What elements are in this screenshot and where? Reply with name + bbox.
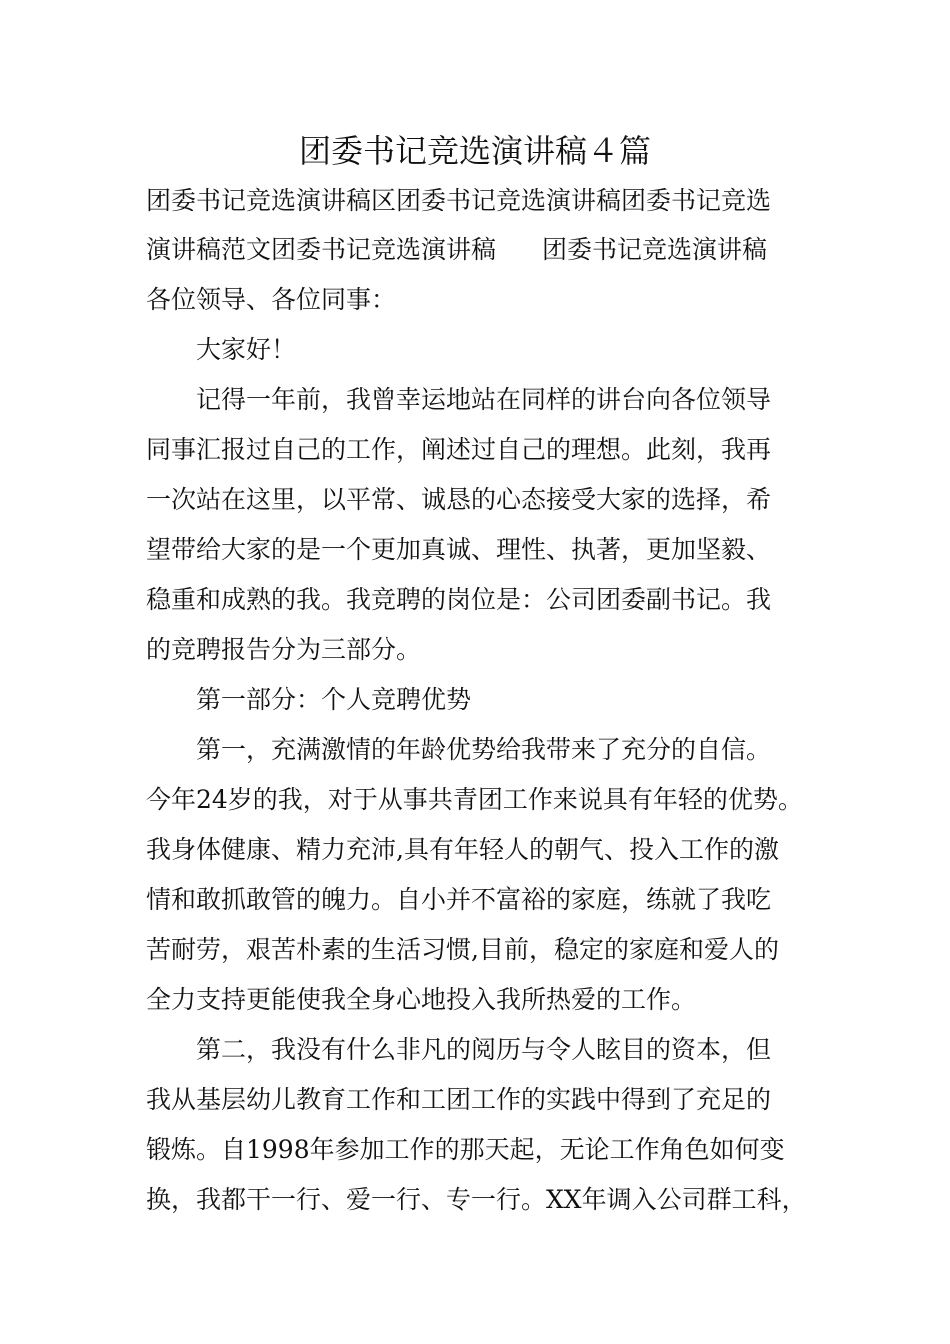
paragraph-line: 我从基层幼儿教育工作和工团工作的实践中得到了充足的 [146, 1085, 772, 1114]
paragraph-line: 第一，充满激情的年龄优势给我带来了充分的自信。 [196, 735, 772, 764]
paragraph-line: 同事汇报过自己的工作，阐述过自己的理想。此刻，我再 [146, 435, 772, 464]
salutation: 各位领导、各位同事： [146, 285, 397, 314]
text-line: 团委书记竞选演讲稿 [542, 235, 768, 264]
text-line-group [146, 230, 767, 270]
text-line: 团委书记竞选演讲稿区团委书记竞选演讲稿团委书记竞选 [146, 186, 772, 215]
greeting: 大家好！ [196, 335, 297, 364]
paragraph-line: 第二，我没有什么非凡的阅历与令人眩目的资本，但 [196, 1035, 772, 1064]
paragraph-line: 一次站在这里，以平常、诚恳的心态接受大家的选择，希 [146, 485, 772, 514]
document-title: 团委书记竞选演讲稿４篇 [298, 132, 651, 170]
paragraph-line: 全力支持更能使我全身心地投入我所热爱的工作。 [146, 985, 697, 1014]
paragraph-line: 记得一年前，我曾幸运地站在同样的讲台向各位领导 [196, 385, 772, 414]
section-heading: 第一部分：个人竞聘优势 [196, 685, 472, 714]
paragraph-line: 我身体健康、精力充沛,具有年轻人的朝气、投入工作的激 [146, 835, 779, 864]
text-line: 演讲稿范文团委书记竞选演讲稿 [146, 235, 497, 264]
paragraph-line: 苦耐劳，艰苦朴素的生活习惯,目前，稳定的家庭和爱人的 [146, 935, 779, 964]
paragraph-line: 的竞聘报告分为三部分。 [146, 635, 422, 664]
paragraph-line: 情和敢抓敢管的魄力。自小并不富裕的家庭，练就了我吃 [146, 885, 772, 914]
paragraph-line: 稳重和成熟的我。我竞聘的岗位是：公司团委副书记。我 [146, 585, 772, 614]
paragraph-line: 今年24岁的我，对于从事共青团工作来说具有年轻的优势。 [146, 785, 803, 814]
paragraph-line: 望带给大家的是一个更加真诚、理性、执著，更加坚毅、 [146, 535, 772, 564]
paragraph-line: 锻炼。自1998年参加工作的那天起，无论工作角色如何变 [146, 1135, 785, 1164]
paragraph-line: 换，我都干一行、爱一行、专一行。XX年调入公司群工科， [146, 1185, 807, 1214]
